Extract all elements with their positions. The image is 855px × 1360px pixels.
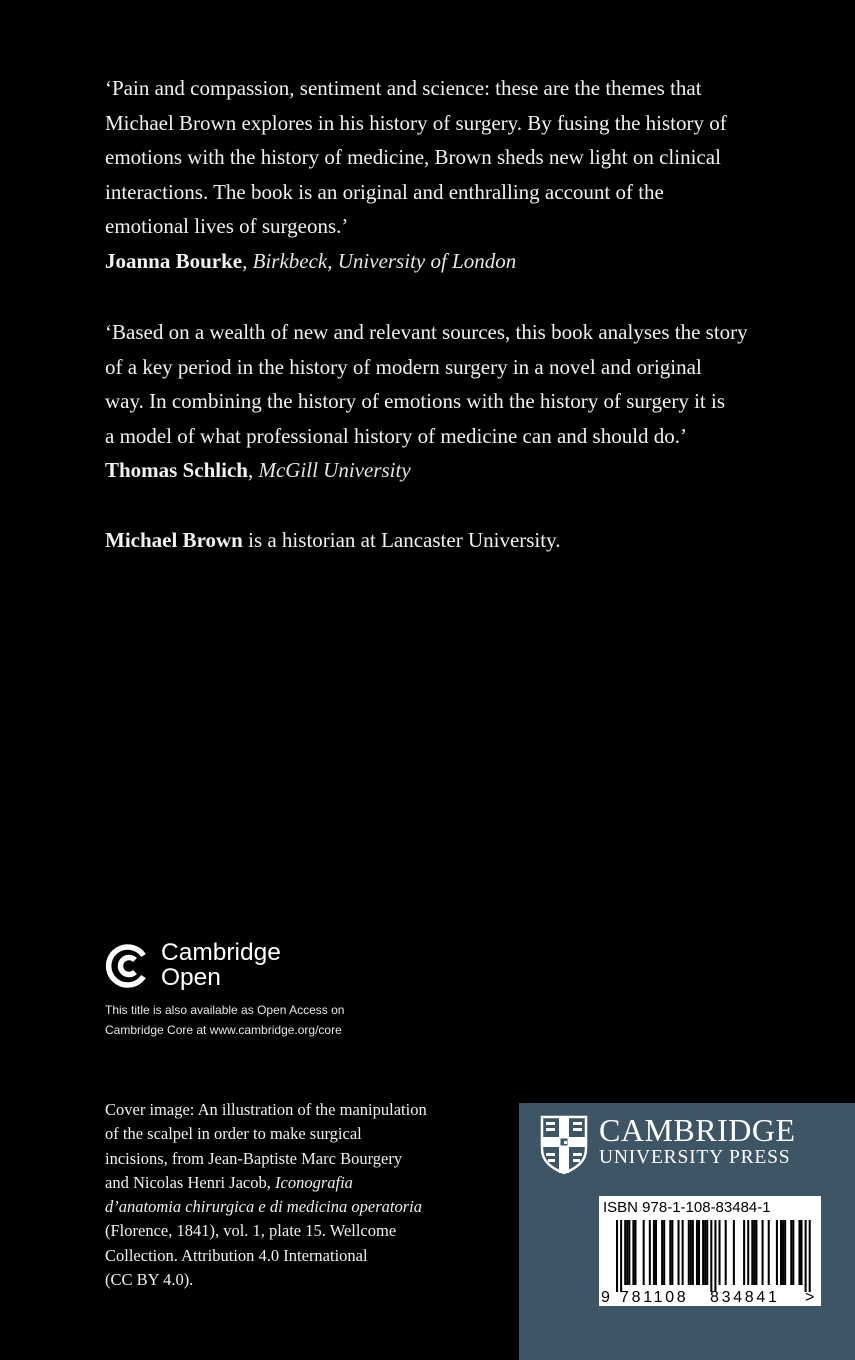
barcode-bar — [747, 1220, 749, 1285]
credit-line: Collection. Attribution 4.0 International — [105, 1245, 368, 1265]
cambridge-open-icon — [104, 943, 150, 989]
isbn-barcode — [599, 1196, 821, 1306]
quote-1-attribution: Joanna Bourke, Birkbeck, University of London — [105, 248, 517, 273]
barcode-bar — [678, 1220, 680, 1285]
barcode-bar — [663, 1220, 665, 1285]
barcode-bar — [702, 1220, 704, 1285]
author-name: Michael Brown — [105, 528, 243, 552]
barcode-bar — [768, 1220, 770, 1285]
barcode-bar — [616, 1220, 618, 1292]
cambridge-open-line1: Cambridge — [161, 939, 281, 966]
author-bio-text: is a historian at Lancaster University. — [242, 528, 561, 552]
barcode-bar — [782, 1220, 784, 1285]
barcode-bar — [805, 1220, 807, 1292]
open-access-note — [105, 1000, 344, 1040]
credit-title-italic-1: Iconografia — [275, 1172, 353, 1192]
barcode-bar — [620, 1220, 622, 1292]
quote-1-line: emotional lives of surgeons.’ — [105, 214, 349, 238]
quote-2-attribution: Thomas Schlich, McGill University — [105, 458, 411, 482]
credit-line — [105, 1195, 485, 1219]
barcode-bar — [692, 1220, 694, 1285]
barcode-bar — [725, 1220, 727, 1285]
publisher-name-line1: CAMBRIDGE — [599, 1112, 796, 1148]
cambridge-open-logo — [104, 940, 304, 992]
barcode-bar — [743, 1220, 745, 1285]
barcode-bar — [809, 1220, 811, 1292]
barcode-bar — [688, 1220, 690, 1285]
credit-line — [105, 1171, 485, 1195]
credit-line: incisions, from Jean-Baptiste Marc Bourgery — [105, 1148, 403, 1168]
credit-line: (Florence, 1841), vol. 1, plate 15. Wellcome — [105, 1221, 397, 1241]
publisher-wordmark — [599, 1114, 796, 1170]
barcode-bar — [753, 1220, 755, 1285]
barcode-bar — [704, 1220, 706, 1285]
barcode-bar — [649, 1220, 651, 1285]
quote-1-line: Michael Brown explores in his history of surgery. By fusing the history of — [105, 110, 727, 135]
barcode-bar — [792, 1220, 794, 1285]
barcode-bar — [784, 1220, 786, 1285]
quote-2-line: way. In combining the history of emotions with the history of surgery it is — [105, 389, 726, 413]
barcode-bar — [696, 1220, 698, 1285]
barcode-bar — [762, 1220, 764, 1285]
barcode-bar — [755, 1220, 757, 1285]
quote-1-line: emotions with the history of medicine, Brown sheds new light on clinical — [105, 145, 721, 169]
barcode-bar — [706, 1220, 708, 1285]
open-access-note-line1: This title is also available as Open Access on — [105, 1003, 345, 1017]
barcode-bar — [776, 1220, 778, 1285]
isbn-label: ISBN 978-1-108-83484-1 — [603, 1199, 771, 1216]
cover-image-credit — [105, 1098, 485, 1292]
barcode-bar — [682, 1220, 684, 1285]
barcode-bar — [643, 1220, 645, 1285]
author-bio — [105, 523, 560, 558]
quote-2-line: a model of what professional history of medicine can and should do.’ — [105, 423, 688, 448]
credit-line: (CC BY 4.0). — [105, 1270, 194, 1290]
barcode-bar — [698, 1220, 700, 1285]
credit-text: and Nicolas Henri Jacob, — [105, 1172, 275, 1192]
barcode-right-digits: 834841 — [710, 1289, 780, 1306]
barcode-bar — [634, 1220, 636, 1285]
barcode-bar — [790, 1220, 792, 1285]
barcode-bar — [653, 1220, 655, 1285]
barcode-bar — [710, 1220, 712, 1292]
barcode-bar — [671, 1220, 673, 1285]
barcode-bars — [616, 1220, 811, 1292]
barcode-bar — [801, 1220, 803, 1285]
university-shield-icon — [540, 1115, 588, 1175]
barcode-bar — [632, 1220, 634, 1285]
cambridge-open-wordmark — [161, 940, 281, 990]
endorsement-quote-2 — [105, 315, 795, 488]
quote-2-author: Thomas Schlich — [105, 458, 248, 482]
barcode-bar — [719, 1220, 721, 1285]
quote-1-author: Joanna Bourke — [105, 248, 243, 273]
credit-line: Cover image: An illustration of the manipulation — [105, 1100, 427, 1119]
cambridge-open-line2: Open — [161, 964, 221, 991]
barcode-first-digit: 9 — [601, 1289, 610, 1306]
barcode-left-digits: 781108 — [620, 1289, 689, 1306]
quote-2-line: of a key period in the history of modern surgery in a novel and original — [105, 354, 702, 379]
barcode-bar — [780, 1220, 782, 1285]
quote-2-affiliation: McGill University — [258, 458, 411, 482]
barcode-graphic — [599, 1196, 821, 1306]
barcode-arrow: > — [805, 1289, 815, 1306]
credit-title-italic-2: d’anatomia chirurgica e di medicina operatoria — [105, 1197, 422, 1217]
barcode-bar — [690, 1220, 692, 1285]
barcode-bar — [714, 1220, 716, 1292]
endorsement-quote-1 — [105, 71, 795, 278]
publisher-name-line2: UNIVERSITY PRESS — [599, 1147, 791, 1168]
barcode-bar — [628, 1220, 630, 1285]
quote-1-affiliation: Birkbeck, University of London — [252, 248, 517, 273]
quote-1-line: ‘Pain and compassion, sentiment and science: these are the themes that — [105, 76, 702, 100]
barcode-bar — [655, 1220, 657, 1285]
credit-line: of the scalpel in order to make surgical — [105, 1124, 362, 1144]
open-access-note-line2: Cambridge Core at www.cambridge.org/core — [105, 1023, 342, 1037]
quote-1-line: interactions. The book is an original and enthralling account of the — [105, 179, 664, 204]
barcode-bar — [798, 1220, 800, 1285]
barcode-bar — [733, 1220, 735, 1285]
barcode-bar — [661, 1220, 663, 1285]
barcode-bar — [751, 1220, 753, 1285]
barcode-bar — [626, 1220, 628, 1285]
barcode-bar — [669, 1220, 671, 1285]
publisher-panel — [519, 1103, 855, 1360]
quote-2-line: ‘Based on a wealth of new and relevant sources, this book analyses the story — [105, 320, 748, 344]
barcode-bar — [624, 1220, 626, 1285]
